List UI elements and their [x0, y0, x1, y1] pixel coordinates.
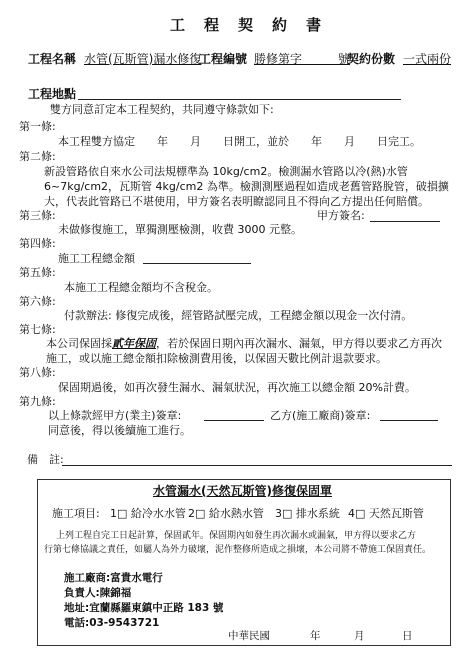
article-3-text: 未做修復施工，單獨測壓檢測，收費 3000 元整。 [58, 223, 302, 236]
party-a-signature-label: 甲方簽名: [317, 209, 365, 222]
location-line [78, 99, 401, 100]
company-phone: 電話:03-9543721 [64, 617, 160, 629]
warranty-term-emphasis: 貳年保固 [112, 337, 156, 350]
warranty-item-3: 3□ 排水系統 [275, 507, 340, 520]
warranty-body-line-2: 行第七條協議之責任，如屬人為外力破壞，泥作整修所造成之損壞，本公司將不帶施工保固責任。 [44, 545, 432, 555]
date-year: 年 [310, 630, 321, 642]
article-5-text: 本施工工程總金額均不含稅金。 [64, 281, 218, 294]
article-8-label: 第八條: [19, 366, 56, 379]
warranty-items-label: 施工項目: [52, 507, 100, 520]
article-2-line-3: 大，代表此管路已不堪使用，甲方簽名表明瞭認同且不得向乙方提出任何賠償。 [44, 195, 429, 208]
article-9-line-2: 同意後，得以後續施工進行。 [48, 424, 191, 437]
owner-signature-line [204, 420, 264, 421]
article-5-label: 第五條: [19, 266, 56, 279]
warranty-item-1: 1□ 給冷水水管 [110, 507, 186, 520]
party-a-signature-line [370, 221, 440, 222]
article-7-line-2: 施工，或以施工總金額扣除檢測費用後，以保固天數比例計退款要求。 [46, 352, 387, 365]
project-no-label: 工程編號 [199, 52, 248, 66]
article-8-text: 保固期過後，如再次發生漏水、漏氣狀況，再次施工以總金額 20%計費。 [58, 381, 416, 394]
warranty-body-line-1: 上列工程自完工日起計算，保固貳年。保固期內如發生再次漏水或漏氣，甲方得以要求乙方 [56, 531, 417, 541]
article-7-line-1-pre: 本公司保固採 [46, 337, 112, 350]
warranty-title: 水管漏水(天然瓦斯管)修復保固單 [153, 484, 332, 498]
article-2-line-2: 6~7kg/cm2，瓦斯管 4kg/cm2 為準。檢測測壓過程如造成老舊管路脫管，破損擴 [44, 180, 449, 193]
date-month: 月 [354, 630, 365, 642]
article-1-label: 第一條: [19, 120, 56, 133]
article-9-line-1a: 以上條款經甲方(業主)簽章: [48, 409, 182, 422]
copies-label: 契約份數 [347, 52, 396, 66]
total-amount-line [143, 263, 251, 264]
intro-text: 雙方同意訂定本工程契約，共同遵守條款如下: [50, 103, 274, 116]
location-label: 工程地點 [28, 87, 77, 101]
article-4-text: 施工工程總金額 [58, 252, 135, 265]
remarks-line [62, 465, 452, 466]
date-era: 中華民國 [228, 630, 270, 642]
article-9-label: 第九條: [19, 395, 56, 408]
date-day: 日 [402, 630, 413, 642]
article-1-text: 本工程雙方協定 年 月 日開工，並於 年 月 日完工。 [58, 135, 421, 148]
warranty-item-4: 4□ 天然瓦斯管 [348, 507, 424, 520]
article-2-label: 第二條: [19, 150, 56, 163]
company-name: 施工廠商:富貴水電行 [64, 572, 163, 584]
article-7-label: 第七條: [19, 323, 56, 336]
company-address: 地址:宜蘭縣羅東鎮中正路 183 號 [64, 602, 224, 614]
project-name-value: 水管(瓦斯管)漏水修復 [84, 52, 202, 66]
article-6-label: 第六條: [19, 295, 56, 308]
copies-value: 一式兩份 [403, 52, 452, 66]
document-title: 工 程 契 約 書 [170, 16, 324, 34]
article-3-label: 第三條: [19, 209, 56, 222]
article-6-text: 付款辦法: 修復完成後，經管路試壓完成，工程總金額以現金一次付清。 [64, 309, 413, 322]
article-7-line-1 [46, 338, 442, 349]
article-9-line-1b: 乙方(施工廠商)簽章: [270, 409, 371, 422]
warranty-item-2: 2□ 給水熱水管 [188, 507, 264, 520]
project-no-value: 勝修第字 號 [254, 52, 351, 66]
project-name-label: 工程名稱 [28, 52, 77, 66]
article-7-line-1-post: ，若於保固日期內再次漏水、漏氣，甲方得以要求乙方再次 [156, 337, 442, 350]
remarks-label: 備 註: [27, 453, 64, 466]
contractor-signature-line [380, 420, 438, 421]
article-2-line-1: 新設管路依自來水公司法規標準為 10kg/cm2。檢測漏水管路以冷(熱)水管 [44, 165, 408, 178]
article-4-label: 第四條: [19, 237, 56, 250]
company-owner: 負責人:陳錦福 [64, 587, 132, 599]
